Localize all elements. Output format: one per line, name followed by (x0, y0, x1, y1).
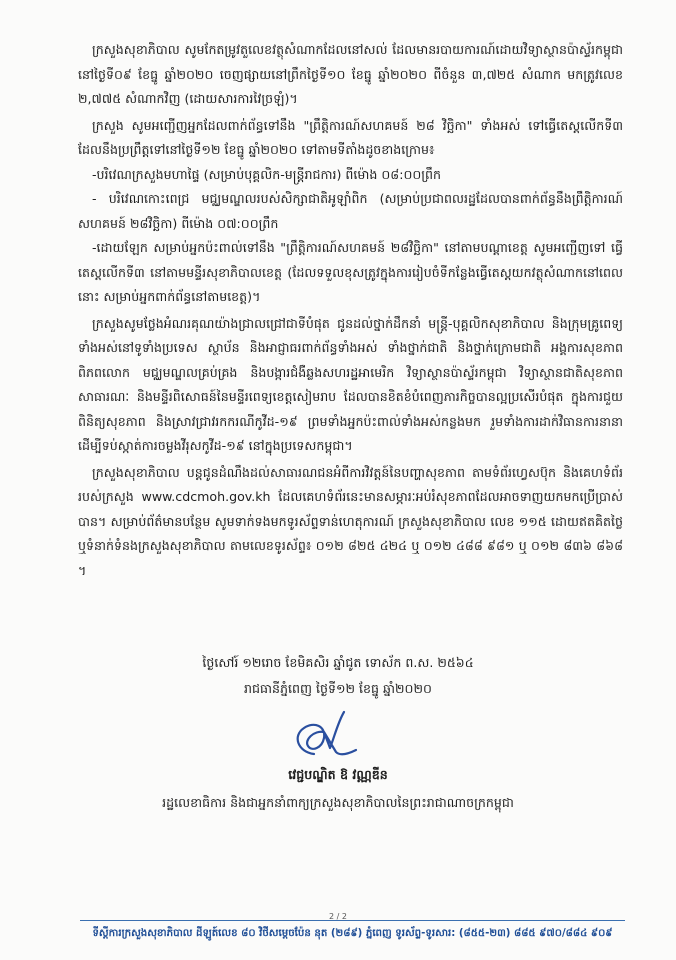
paragraph-third-test-invitation: ក្រសួង សូមអញ្ជើញអ្នកដែលពាក់ព័ន្ធទៅនឹង "ព្រឹត្តិការណ៍សហគមន៍ ២៨ វិច្ឆិកា" ទាំងអស់ ទៅធ្វើតេស្តលើកទី៣ ដែលនឹងប្រព្រឹត្តទៅនៅថ្ងៃទី១២ ខែធ្នូ ឆ្នាំ២០២០ ទៅតាមទីតាំងដូចខាងក្រោម៖ (78, 117, 623, 157)
paragraph-information-contact: ក្រសួងសុខាភិបាល បន្តជូនដំណឹងដល់សាធារណជនអំពីការវិវត្តន៍នៃបញ្ហាសុខភាព តាមទំព័រហ្វេសប៊ុក និងគេហទំព័ររបស់ក្រសួង www.cdcmoh.gov.kh ដែលគេហទំព័រនេះមានសម្ភារៈអប់រំសុខភាពដែលអាចទាញយកមកប្រើប្រាស់បាន។ សម្រាប់ព័ត៌មានបន្ថែម សូមទាក់ទងមកទូរស័ព្ទទាន់ហេតុការណ៍ ក្រសួងសុខាភិបាល លេខ ១១៥ ដោយឥតគិតថ្លៃ ឬទំនាក់ទំនងក្រសួងសុខាភិបាល តាមលេខទូរស័ព្ទ៖ ០១២ ៨២៥ ៤២៤ ឬ ០១២ ៤៨៨ ៩៨១ ឬ ០១២ ៨៣៦ ៨៦៨ ។ (78, 464, 623, 578)
paragraph-gratitude: ក្រសួងសូមថ្លែងអំណរគុណយ៉ាងជ្រាលជ្រៅជាទីបំផុត ជូនដល់ថ្នាក់ដឹកនាំ មន្ត្រី-បុគ្គលិកសុខាភិបាល និងក្រុមគ្រូពេទ្យទាំងអស់នៅទូទាំងប្រទេស ស្ថាប័ន និងអាជ្ញាធរពាក់ព័ន្ធទាំងអស់ ទាំងថ្នាក់ជាតិ និងថ្នាក់ក្រោមជាតិ អង្គការសុខភាពពិភពលោក មជ្ឈមណ្ឌលគ្រប់គ្រង និងបង្ការជំងឺឆ្លងសហរដ្ឋអាមេរិក វិទ្យាស្ថានប៉ាស្ទ័រកម្ពុជា វិទ្យាស្ថានជាតិសុខភាពសាធារណៈ និងមន្ទីរពិសោធន៍នៃមន្ទីរពេទ្យខេត្តសៀមរាប ដែលបានខិតខំបំពេញភារកិច្ចបានល្អប្រសើរបំផុត ក្នុងការជួយពិនិត្យសុខភាព និងស្រាវជ្រាវរកករណីកូវីដ-១៩ ព្រមទាំងអ្នកប៉ះពាល់ទាំងអស់កន្លងមក រួមទាំងការដាក់វិធានការនានា ដើម្បីទប់ស្កាត់ការចម្លងវីរុសកូវីដ-១៩ នៅក្នុងប្រទេសកម្ពុជា។ (78, 315, 623, 453)
bullet-provinces: -ដោយឡែក សម្រាប់អ្នកប៉ះពាល់ទៅនឹង "ព្រឹត្តិការណ៍សហគមន៍ ២៨វិច្ឆិកា" នៅតាមបណ្តាខេត្ត សូមអញ្ជើញទៅ ធ្វើតេស្តលើកទី៣ នៅតាមមន្ទីរសុខាភិបាលខេត្ត (ដែលទទួលខុសត្រូវក្នុងការរៀបចំទីកន្លែងធ្វើតេស្តយកវត្ថុសំណាកនៅពេលនោះ សម្រាប់អ្នកពាក់ព័ន្ធនៅតាមខេត្ត)។ (78, 240, 623, 304)
page-number: 2 / 2 (329, 912, 347, 921)
footer-address: ទីស្តីការក្រសួងសុខាភិបាល ដីឡូត៍លេខ ៨០ វិថីសម្តេចប៉ែន នុត (២៨៩) ភ្នំពេញ ទូរស័ព្ទ-ទូរសារ: (៨៥៥-២៣) ៨៨៥ ៩៧០/៨៨៤ ៩០៩ (92, 928, 613, 939)
solar-date: រាជធានីភ្នំពេញ ថ្ងៃទី១២ ខែធ្នូ ឆ្នាំ២០២០ (244, 681, 432, 696)
handwritten-signature (284, 708, 364, 764)
lunar-date: ថ្ងៃសៅរ៍ ១២រោច ខែមិគសិរ ឆ្នាំជូត ទោស័ក ព.ស. ២៥៦៤ (202, 655, 474, 670)
paragraph-sample-correction: ក្រសួងសុខាភិបាល សូមកែតម្រូវតួលេខវត្ថុសំណាកដែលនៅសល់ ដែលមានរបាយការណ៍ដោយវិទ្យាស្ថានប៉ាស្ទ័រកម្ពុជានៅថ្ងៃទី០៩ ខែធ្នូ ឆ្នាំ២០២០ ចេញផ្សាយនៅព្រឹកថ្ងៃទី១០ ខែធ្នូ ឆ្នាំ២០២០ ពីចំនួន ៣,៧២៥ សំណាក មកត្រូវលេខ ២,៧៧៥ សំណាកវិញ (ដោយសារការវៃច្រឡំ)។ (78, 42, 623, 106)
signer-name: វេជ្ជបណ្ឌិត ឱ វណ្ណឌីន (288, 767, 388, 782)
bullet-olympic-stadium: - បរិវេណកោះពេជ្រ មជ្ឈមណ្ឌលរបស់សិក្សាជាតិអូឡាំពិក (សម្រាប់ប្រជាពលរដ្ឋដែលបានពាក់ព័ន្ធនឹងព្រឹត្តិការណ៍សហគមន៍ ២៨វិច្ឆិកា) ពីម៉ោង ០៧:០០ព្រឹក (78, 191, 623, 231)
footer-divider (80, 920, 625, 921)
letter-body (78, 38, 623, 583)
bullet-interior-ministry: -បរិវេណក្រសួងមហាផ្ទៃ (សម្រាប់បុគ្គលិក-មន្ត្រីរាជការ) ពីម៉ោង ០៨:០០ព្រឹក (92, 166, 442, 182)
signer-title: រដ្ឋលេខាធិការ និងជាអ្នកនាំពាក្យក្រសួងសុខាភិបាលនៃព្រះរាជាណាចក្រកម្ពុជា (162, 795, 514, 810)
